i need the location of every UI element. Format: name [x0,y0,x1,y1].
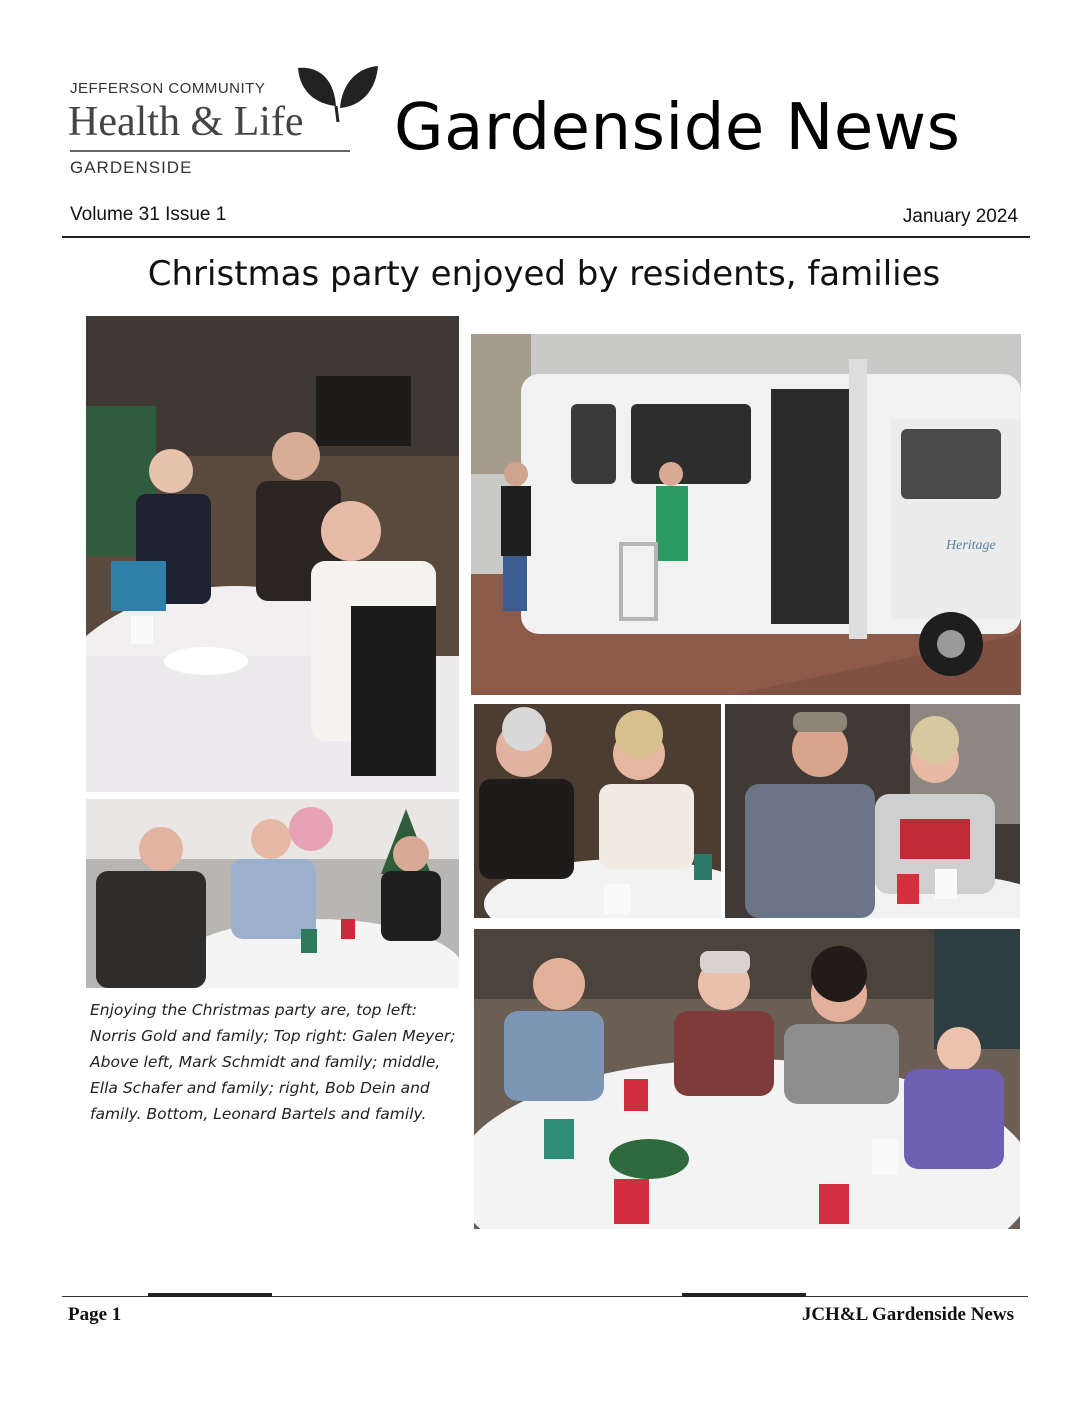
article-headline: Christmas party enjoyed by residents, families [147,254,941,294]
photo-ella-schafer-family [474,704,721,918]
footer-accent-left [148,1293,272,1297]
photo-norris-gold-family [86,316,459,792]
logo-brand-name: Health & Life [68,99,304,145]
photo-caption: Enjoying the Christmas party are, top left: Norris Gold and family; Top right: Galen Meyer; Above left, Mark Schmidt and family; middle, Ella Schafer and family; right, Bob Dein and family. Bottom, Leonard Bartels and family. [90,1001,456,1123]
header-divider [62,236,1030,238]
photo-leonard-bartels-family [474,929,1020,1229]
photo-galen-meyer-bus [471,334,1021,695]
bus-sign-text: Heritage [946,538,996,553]
logo-org-name: JEFFERSON COMMUNITY [70,80,266,97]
logo-divider [70,150,350,152]
footer-publication: JCH&L Gardenside News [801,1304,1014,1325]
photo-mark-schmidt-family [86,799,459,988]
page-number: Page 1 [68,1304,122,1325]
leaf-logo-icon [290,62,380,124]
newsletter-title: Gardenside News [394,91,961,165]
volume-issue: Volume 31 Issue 1 [70,204,227,225]
issue-date: January 2024 [902,206,1018,227]
logo-site-name: GARDENSIDE [70,158,193,177]
footer-accent-right [682,1293,806,1297]
photo-bob-dein-family [725,704,1020,918]
